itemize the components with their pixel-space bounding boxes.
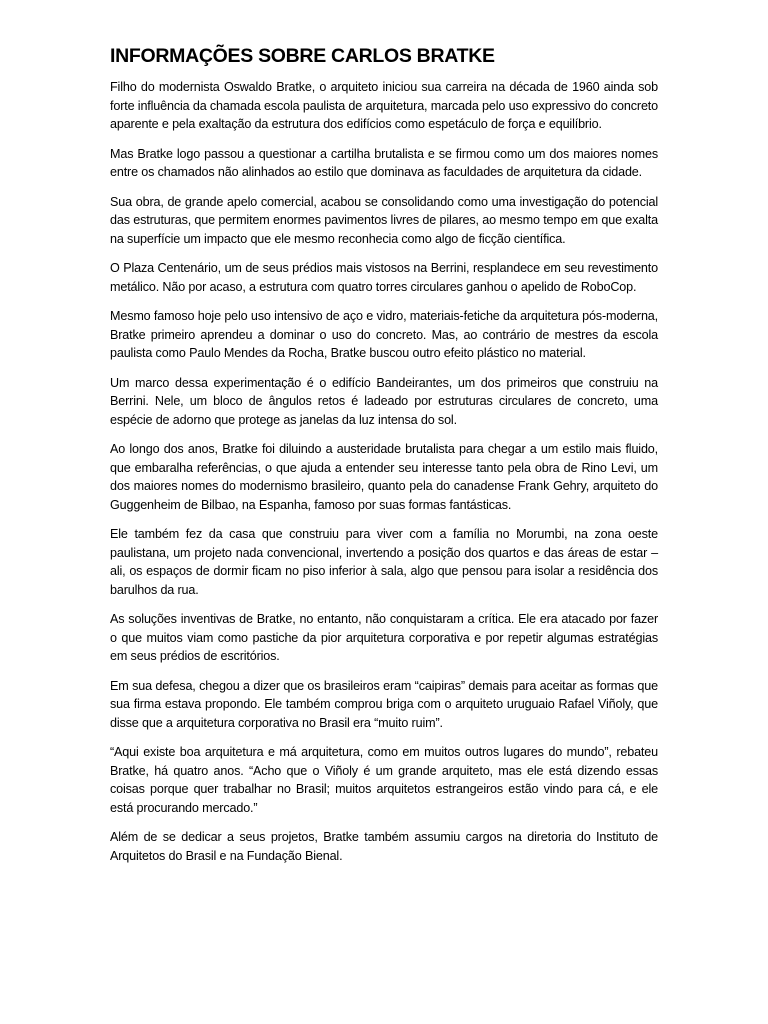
paragraph-5: Mesmo famoso hoje pelo uso intensivo de aço e vidro, materiais-fetiche da arquitetura pós-moderna, Bratke primeiro aprendeu a dominar o uso do concreto. Mas, ao contrário de mestres da escola paulista como Paulo Mendes da Rocha, Bratke buscou outro efeito plástico no material. xyxy=(110,309,658,360)
paragraph-12: Além de se dedicar a seus projetos, Bratke também assumiu cargos na diretoria do Instituto de Arquitetos do Brasil e na Fundação Bienal. xyxy=(110,830,658,863)
paragraph-7: Ao longo dos anos, Bratke foi diluindo a austeridade brutalista para chegar a um estilo mais fluido, que embaralha referências, o que ajuda a entender seu interesse tanto pela obra de Rino Levi, um dos maiores nomes do modernismo brasileiro, quanto pela do canadense Frank Gehry, arquiteto do Guggenheim de Bilbao, na Espanha, famoso por suas formas fantásticas. xyxy=(110,442,658,512)
document-title: INFORMAÇÕES SOBRE CARLOS BRATKE xyxy=(110,45,495,67)
paragraph-9: As soluções inventivas de Bratke, no entanto, não conquistaram a crítica. Ele era atacado por fazer o que muitos viam como pastiche da pior arquitetura corporativa e por repetir algumas estratégias em seus prédios de escritórios. xyxy=(110,612,658,663)
paragraph-1: Filho do modernista Oswaldo Bratke, o arquiteto iniciou sua carreira na década de 1960 ainda sob forte influência da chamada escola paulista de arquitetura, marcada pelo uso expressivo do concreto aparente e pela exaltação da estrutura dos edifícios como espetáculo de força e equilíbrio. xyxy=(110,80,659,131)
paragraph-10: Em sua defesa, chegou a dizer que os brasileiros eram “caipiras” demais para aceitar as formas que sua firma estava propondo. Ele também comprou briga com o arquiteto uruguaio Rafael Viñoly, que disse que a arquitetura corporativa no Brasil era “muito ruim”. xyxy=(110,678,658,730)
paragraph-2: Mas Bratke logo passou a questionar a cartilha brutalista e se firmou como um dos maiores nomes entre os chamados não alinhados ao estilo que dominava as faculdades de arquitetura da cidade. xyxy=(110,146,658,179)
paragraph-4: O Plaza Centenário, um de seus prédios mais vistosos na Berrini, resplandece em seu revestimento metálico. Não por acaso, a estrutura com quatro torres circulares ganhou o apelido de RoboCop. xyxy=(110,261,658,294)
paragraph-3: Sua obra, de grande apelo comercial, acabou se consolidando como uma investigação do potencial das estruturas, que permitem enormes pavimentos livres de pilares, ao mesmo tempo em que exalta na superfície um impacto que ele mesmo reconhecia como algo de ficção científica. xyxy=(110,194,658,246)
paragraph-6: Um marco dessa experimentação é o edifício Bandeirantes, um dos primeiros que construiu na Berrini. Nele, um bloco de ângulos retos é ladeado por estruturas circulares de concreto, uma espécie de adorno que protege as janelas da luz intensa do sol. xyxy=(110,375,658,427)
paragraph-11: “Aqui existe boa arquitetura e má arquitetura, como em muitos outros lugares do mundo”, rebateu Bratke, há quatro anos. “Acho que o Viñoly é um grande arquiteto, mas ele está dizendo essas coisas porque quer trabalhar no Brasil; muitos arquitetos estrangeiros estão vindo para cá, e ele está procurando mercado.” xyxy=(110,745,658,815)
paragraph-8: Ele também fez da casa que construiu para viver com a família no Morumbi, na zona oeste paulistana, um projeto nada convencional, invertendo a posição dos quartos e das áreas de estar – ali, os espaços de dormir ficam no piso inferior à sala, algo que pensou para isolar a residência dos barulhos da rua. xyxy=(110,527,658,597)
document-page xyxy=(110,44,658,876)
